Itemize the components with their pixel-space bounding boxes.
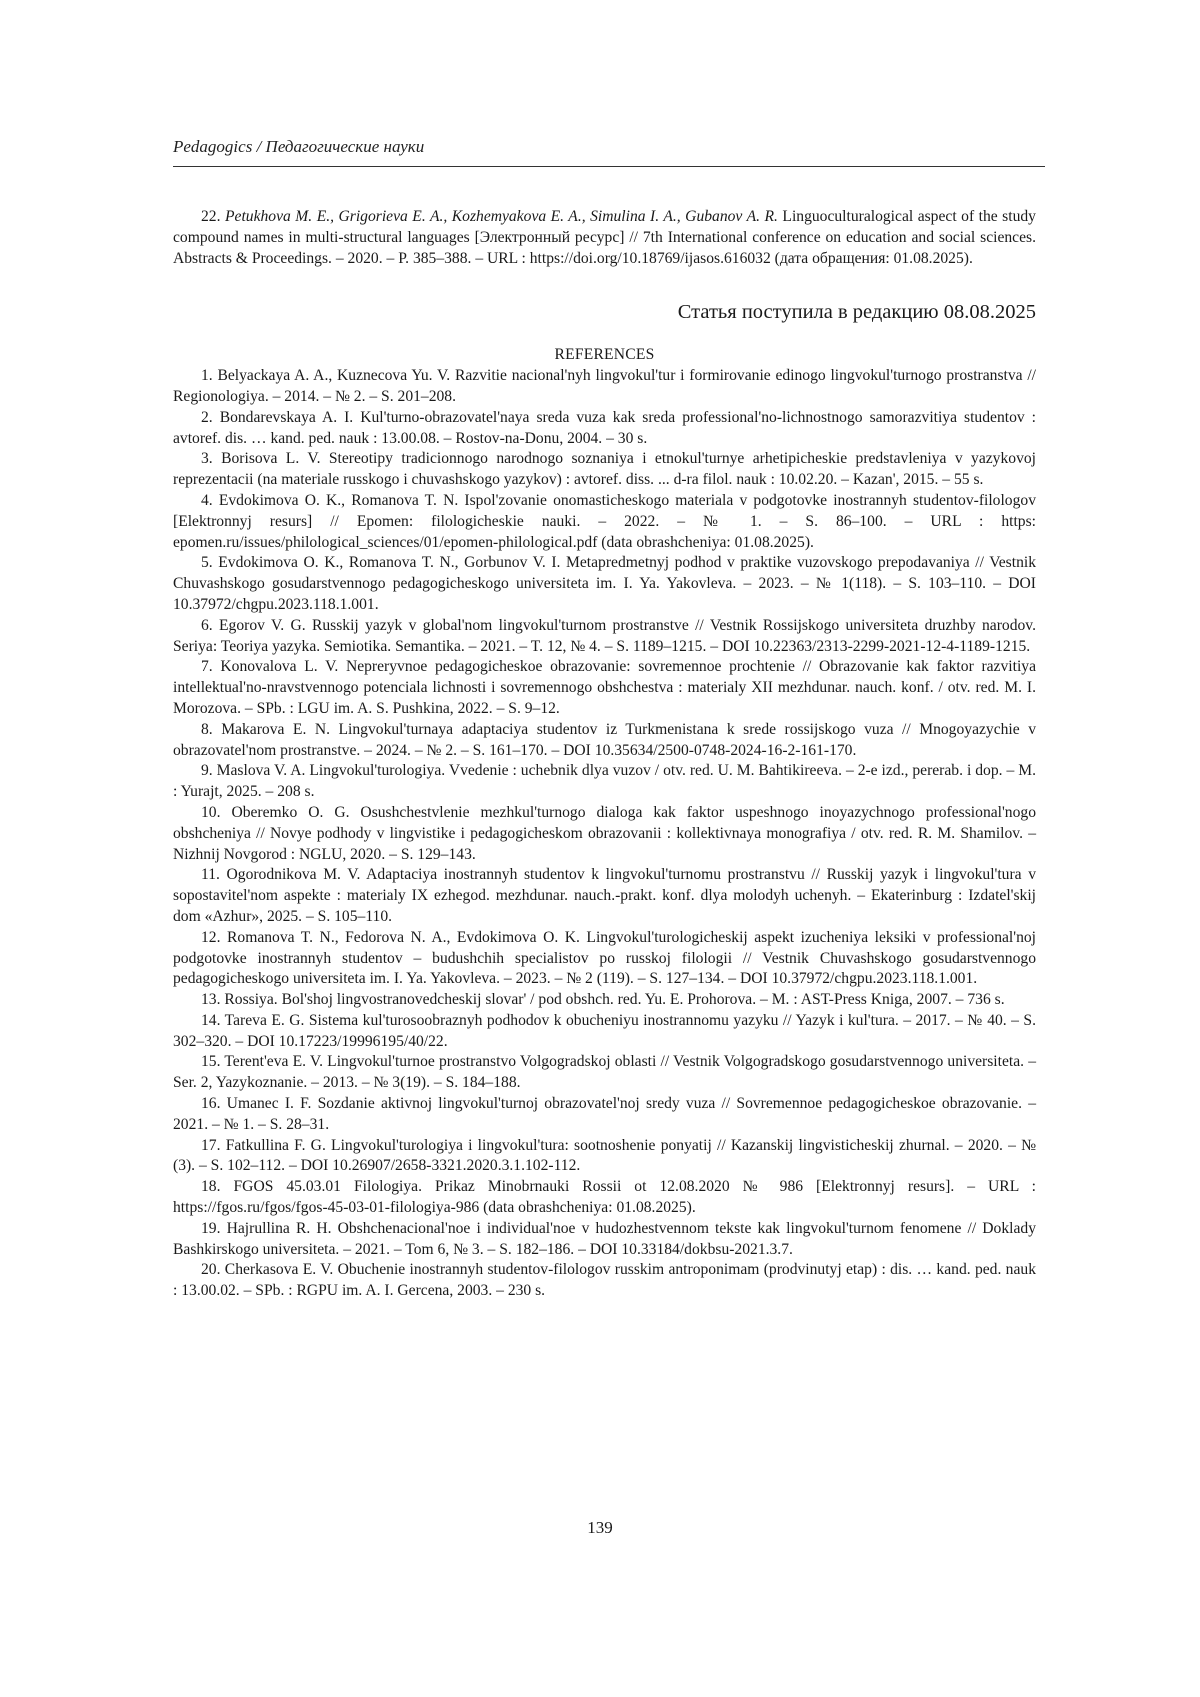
- reference-item: 13. Rossiya. Bol'shoj lingvostranovedcheskij slovar' / pod obshch. red. Yu. E. Prohorova. – M. : AST-Press Kniga, 2007. – 736 s.: [201, 991, 1005, 1009]
- prior-reference: [173, 207, 1036, 269]
- reference-item: 20. Cherkasova E. V. Obuchenie inostrannyh studentov-filologov russkim antroponimam (prodvinutyj etap) : dis. … kand. ped. nauk : 13.00.02. – SPb. : RGPU im. A. I. Gercena, 2003. – 230 s.: [173, 1261, 1036, 1300]
- reference-item: 5. Evdokimova O. K., Romanova T. N., Gorbunov V. I. Metapredmetnyj podhod v praktike vuzovskogo prepodavaniya // Vestnik Chuvashskogo gosudarstvennogo pedagogicheskogo universiteta im. I. Ya. Yakovleva. – 2023. – № 1(118). – S. 103–110. – DOI 10.37972/chgpu.2023.118.1.001.: [173, 554, 1036, 613]
- prior-reference-number: 22.: [201, 208, 221, 225]
- reference-item: 11. Ogorodnikova M. V. Adaptaciya inostrannyh studentov k lingvokul'turnomu prostranstvu // Russkij yazyk i lingvokul'tura v sopostavitel'nom aspekte : materialy IX ezhegod. mezhdunar. nauch.-prakt. konf. dlya molodyh uchenyh. – Ekaterinburg : Izdatel'skij dom «Azhur», 2025. – S. 105–110.: [173, 866, 1036, 925]
- prior-reference-text: Linguoculturalogical aspect of the study compound names in multi-structural languages [Электронный ресурс] // 7th International conference on education and social sciences. Abstracts & Proceedings. – 2020. – P. 385–388. – URL : https://doi.org/10.18769/ijasos.616032 (дата обращения: 01.08.2025).: [173, 208, 1036, 267]
- references-heading: REFERENCES: [554, 346, 655, 364]
- reference-item: 19. Hajrullina R. H. Obshchenacional'noe i individual'noe v hudozhestvennom tekste kak lingvokul'turnom fenomene // Doklady Bashkirskogo universiteta. – 2021. – Tom 6, № 3. – S. 182–186. – DOI 10.33184/dokbsu-2021.3.7.: [173, 1219, 1036, 1258]
- running-head: Pedagogics / Педагогические науки: [173, 137, 425, 156]
- reference-item: 4. Evdokimova O. K., Romanova T. N. Ispol'zovanie onomasticheskogo materiala v podgotovke inostrannyh studentov-filologov [Elektronnyj resurs] // Epomen: filologicheskie nauki. – 2022. – № 1. – S. 86–100. – URL : https: epomen.ru/issues/philological_sciences/01/epomen-philological.pdf (data obrashcheniya: 01.08.2025).: [173, 491, 1036, 551]
- reference-item: 18. FGOS 45.03.01 Filologiya. Prikaz Minobrnauki Rossii ot 12.08.2020 № 986 [Elektronnyj resurs]. – URL : https://fgos.ru/fgos/fgos-45-03-01-filologiya-986 (data obrashcheniya: 01.08.2025).: [173, 1178, 1036, 1217]
- reference-item: 2. Bondarevskaya A. I. Kul'turno-obrazovatel'naya sreda vuza kak sreda professional'no-lichnostnogo samorazvitiya studentov : avtoref. dis. … kand. ped. nauk : 13.00.08. – Rostov-na-Donu, 2004. – 30 s.: [173, 408, 1036, 447]
- received-note: Статья поступила в редакцию 08.08.2025: [677, 301, 1036, 324]
- page-content: [173, 207, 1036, 1302]
- reference-item: 7. Konovalova L. V. Nepreryvnoe pedagogicheskoe obrazovanie: sovremennoe prochtenie // Obrazovanie kak faktor razvitiya intellektual'no-nravstvennogo potenciala lichnosti i sovremennogo obshchestva : materialy XII mezhdunar. nauch. konf. / otv. red. M. I. Morozova. – SPb. : LGU im. A. S. Pushkina, 2022. – S. 9–12.: [173, 658, 1036, 717]
- references-list: [173, 366, 1036, 1302]
- reference-item: 12. Romanova T. N., Fedorova N. A., Evdokimova O. K. Lingvokul'turologicheskij aspekt izucheniya leksiki v professional'noj podgotovke inostrannyh studentov – budushchih specialistov po russkoj filologii // Vestnik Chuvashskogo gosudarstvennogo pedagogicheskogo universiteta im. I. Ya. Yakovleva. – 2023. – № 2 (119). – S. 127–134. – DOI 10.37972/chgpu.2023.118.1.001.: [173, 928, 1036, 988]
- reference-item: 1. Belyackaya A. A., Kuznecova Yu. V. Razvitie nacional'nyh lingvokul'tur i formirovanie edinogo lingvokul'turnogo prostranstva // Regionologiya. – 2014. – № 2. – S. 201–208.: [173, 367, 1036, 405]
- page-number: 139: [587, 1518, 613, 1537]
- header-rule: [173, 166, 1045, 167]
- reference-item: 16. Umanec I. F. Sozdanie aktivnoj lingvokul'turnoj obrazovatel'noj sredy vuza // Sovremennoe pedagogicheskoe obrazovanie. – 2021. – № 1. – S. 28–31.: [173, 1095, 1036, 1133]
- reference-item: 15. Terent'eva E. V. Lingvokul'turnoe prostranstvo Volgogradskoj oblasti // Vestnik Volgogradskogo gosudarstvennogo universiteta. – Ser. 2, Yazykoznanie. – 2013. – № 3(19). – S. 184–188.: [173, 1053, 1036, 1092]
- reference-item: 14. Tareva E. G. Sistema kul'turosoobraznyh podhodov k obucheniyu inostrannomu yazyku // Yazyk i kul'tura. – 2017. – № 40. – S. 302–320. – DOI 10.17223/19996195/40/22.: [173, 1011, 1036, 1050]
- reference-item: 8. Makarova E. N. Lingvokul'turnaya adaptaciya studentov iz Turkmenistana k srede rossijskogo vuza // Mnogoyazychie v obrazovatel'nom prostranstve. – 2024. – № 2. – S. 161–170. – DOI 10.35634/2500-0748-2024-16-2-161-170.: [173, 720, 1036, 759]
- reference-item: 9. Maslova V. A. Lingvokul'turologiya. Vvedenie : uchebnik dlya vuzov / otv. red. U. M. Bahtikireeva. – 2-e izd., pererab. i dop. – M. : Yurajt, 2025. – 208 s.: [173, 762, 1036, 801]
- reference-item: 10. Oberemko O. G. Osushchestvlenie mezhkul'turnogo dialoga kak faktor uspeshnogo inoyazychnogo professional'nogo obshcheniya // Novye podhody v lingvistike i pedagogicheskom obrazovanii : kollektivnaya monografiya / otv. red. R. M. Shamilov. – Nizhnij Novgorod : NGLU, 2020. – S. 129–143.: [173, 803, 1036, 863]
- prior-reference-authors: Petukhova M. E., Grigorieva E. A., Kozhemyakova E. A., Simulina I. A., Gubanov A. R.: [225, 208, 778, 225]
- reference-item: 17. Fatkullina F. G. Lingvokul'turologiya i lingvokul'tura: sootnoshenie ponyatij // Kazanskij lingvisticheskij zhurnal. – 2020. – № (3). – S. 102–112. – DOI 10.26907/2658-3321.2020.3.1.102-112.: [173, 1136, 1036, 1175]
- reference-item: 6. Egorov V. G. Russkij yazyk v global'nom lingvokul'turnom prostranstve // Vestnik Rossijskogo universiteta druzhby narodov. Seriya: Teoriya yazyka. Semiotika. Semantika. – 2021. – T. 12, № 4. – S. 1189–1215. – DOI 10.22363/2313-2299-2021-12-4-1189-1215.: [173, 616, 1036, 655]
- reference-item: 3. Borisova L. V. Stereotipy tradicionnogo narodnogo soznaniya i etnokul'turnye arhetipicheskie predstavleniya v yazykovoj reprezentacii (na materiale russkogo i chuvashskogo yazykov) : avtoref. diss. ... d-ra filol. nauk : 10.02.20. – Kazan', 2015. – 55 s.: [173, 450, 1036, 489]
